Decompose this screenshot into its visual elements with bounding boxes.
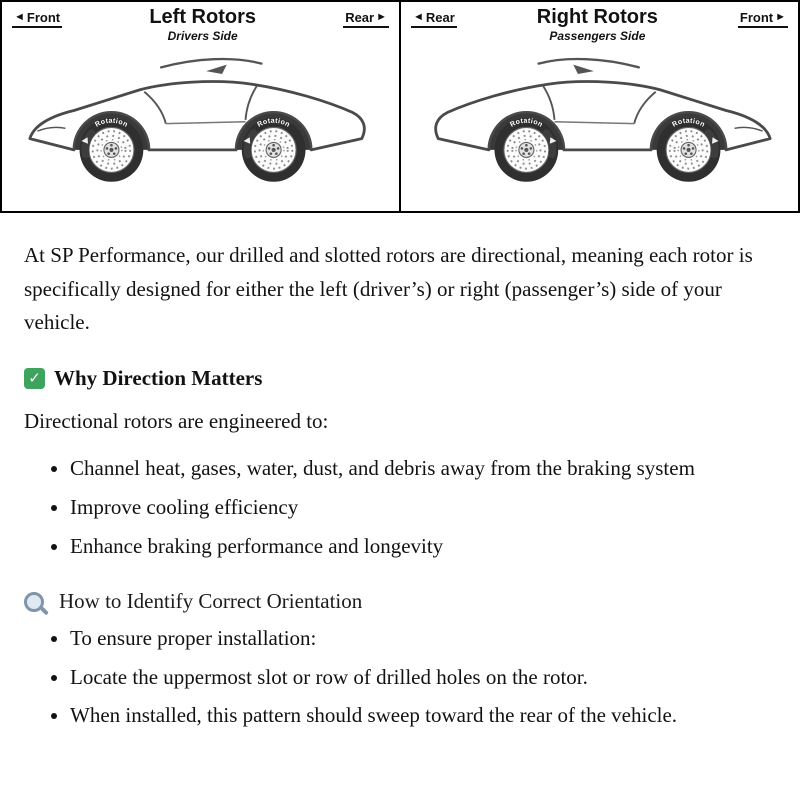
list-item: • To ensure proper installation: <box>70 622 770 656</box>
panel-subtitle: Drivers Side <box>167 29 238 43</box>
panel-title: Right Rotors <box>536 6 658 28</box>
why-direction-heading-text: Why Direction Matters <box>54 365 263 390</box>
magnifier-icon <box>24 592 44 612</box>
right-panel-title-block <box>537 7 658 43</box>
front-label-text: Front <box>26 10 61 25</box>
why-direction-heading <box>24 366 770 391</box>
rear-direction-label <box>411 10 457 28</box>
front-direction-label <box>12 10 62 28</box>
rotation-label: Rotation <box>256 117 292 129</box>
list-item: • Enhance braking performance and longevity <box>70 530 770 564</box>
left-rotors-panel <box>0 0 401 213</box>
list-item: • Locate the uppermost slot or row of drilled holes on the rotor. <box>70 661 770 695</box>
check-icon <box>24 368 45 389</box>
rotation-label: Rotation <box>509 117 544 129</box>
car-illustration-left <box>2 43 399 193</box>
left-arrow-icon: ◄ <box>14 11 25 23</box>
rotor-direction-diagram <box>0 0 800 213</box>
check-glyph: ✓ <box>28 369 41 388</box>
panel-title: Left Rotors <box>149 6 256 28</box>
list-item: • Channel heat, gases, water, dust, and debris away from the braking system <box>70 452 770 486</box>
right-arrow-icon: ► <box>775 11 786 23</box>
rear-direction-label <box>343 10 389 28</box>
identify-orientation-heading-text: How to Identify Correct Orientation <box>59 589 363 614</box>
left-arrow-icon: ◄ <box>413 11 424 23</box>
rear-label-text: Rear <box>345 10 375 25</box>
left-panel-title-block <box>149 7 256 43</box>
identify-orientation-heading <box>24 589 770 614</box>
rear-label-text: Rear <box>425 10 455 25</box>
car-illustration-right <box>401 43 798 193</box>
right-panel-header <box>401 2 798 43</box>
rotation-label: Rotation <box>671 117 706 129</box>
list-item: • Improve cooling efficiency <box>70 491 770 525</box>
article-content <box>0 213 800 759</box>
panel-subtitle: Passengers Side <box>549 29 646 43</box>
front-label-text: Front <box>739 10 774 25</box>
why-direction-bullet-list <box>24 452 770 563</box>
list-item: • When installed, this pattern should sweep toward the rear of the vehicle. <box>70 699 770 733</box>
right-arrow-icon: ► <box>376 11 387 23</box>
rotation-label: Rotation <box>94 117 129 129</box>
engineered-lead: Directional rotors are engineered to: <box>24 408 329 433</box>
intro-paragraph: At SP Performance, our drilled and slotted rotors are directional, meaning each rotor is specifically designed for either the left (driver’s) or right (passenger’s) side of your vehicle. <box>24 243 753 335</box>
left-panel-header <box>2 2 399 43</box>
identify-orientation-bullet-list <box>24 622 770 733</box>
right-rotors-panel <box>399 0 800 213</box>
front-direction-label <box>738 10 788 28</box>
